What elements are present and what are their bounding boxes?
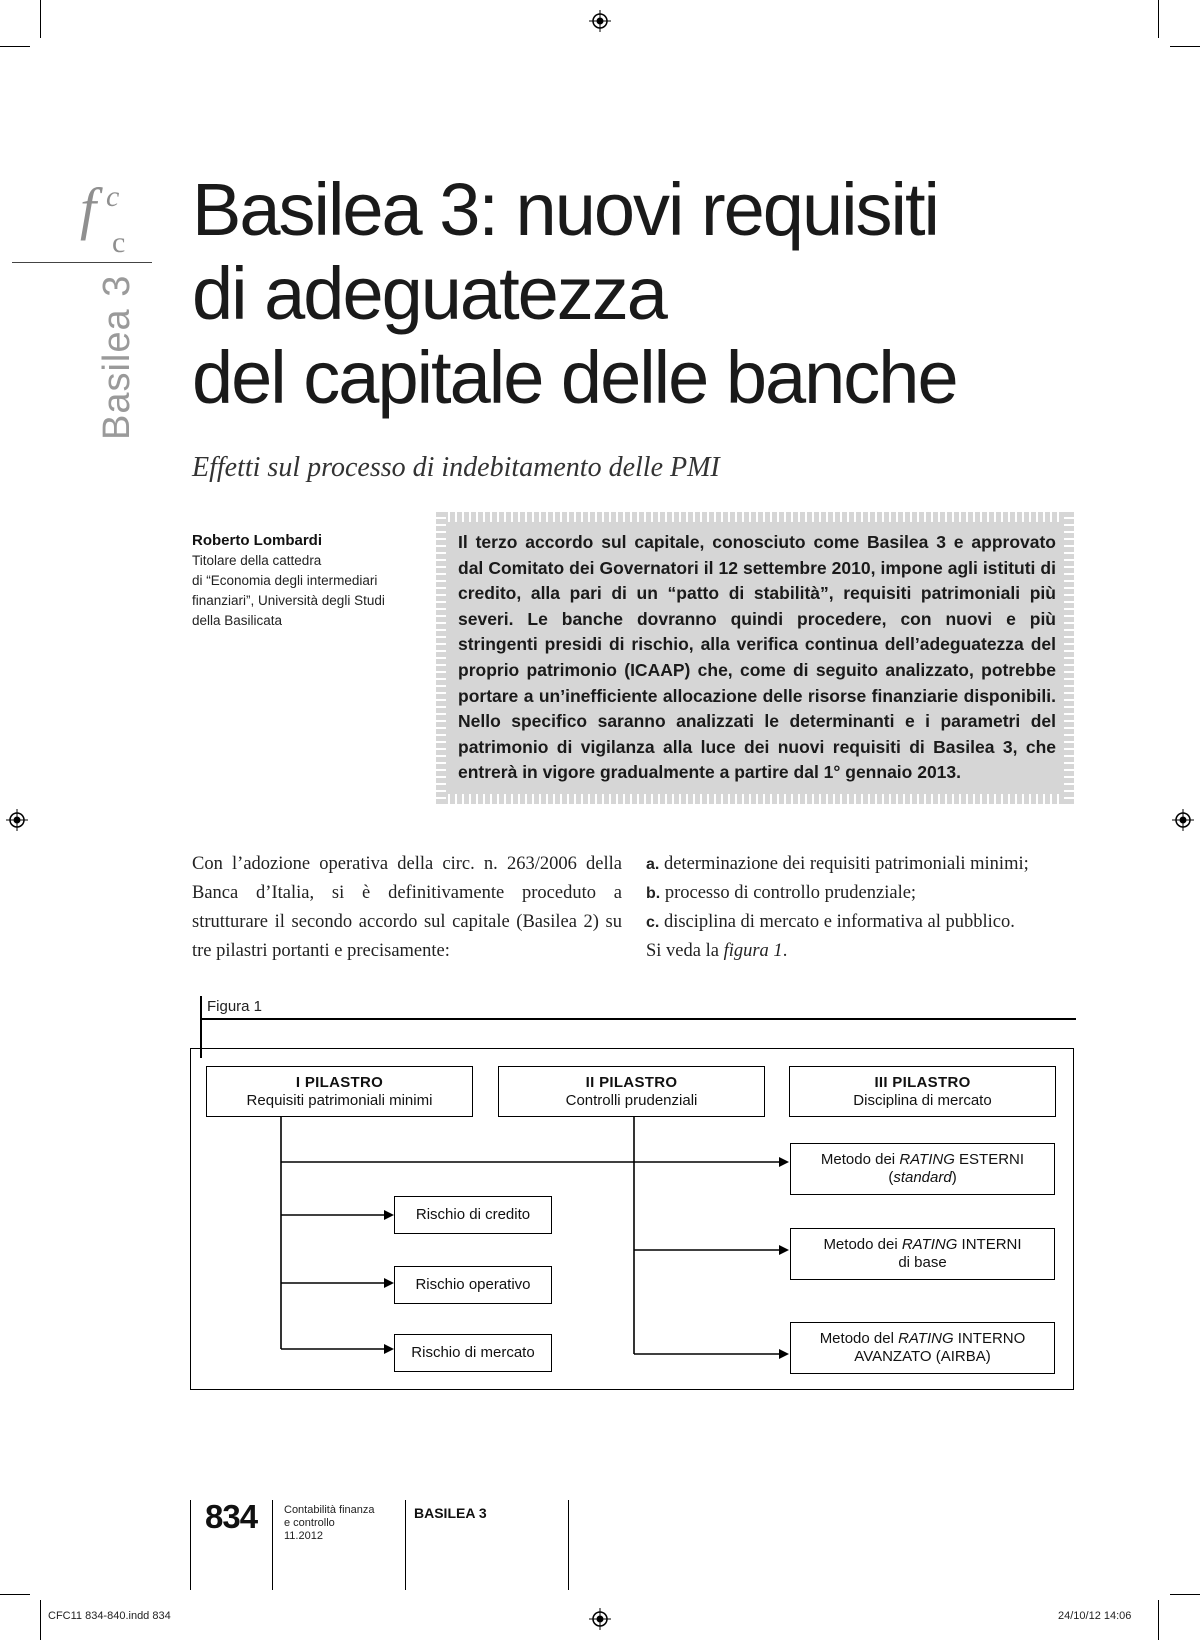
risk-label: Rischio di credito: [415, 1206, 531, 1223]
footer-divider: [568, 1500, 569, 1590]
method-text: Metodo dei: [823, 1236, 902, 1253]
author-role: [192, 551, 422, 631]
author-role-line: Titolare della cattedra: [192, 553, 322, 568]
pillar-box-3: [789, 1066, 1056, 1117]
registration-mark-icon: [6, 809, 28, 831]
pillar-box-1: [206, 1066, 473, 1117]
list-item: [646, 908, 1086, 937]
list-letter: a.: [646, 856, 660, 873]
registration-mark-icon: [1172, 809, 1194, 831]
method-line: [791, 1330, 1054, 1348]
title-line: Basilea 3: nuovi requisiti: [192, 168, 938, 251]
pillar-subtitle: Requisiti patrimoniali minimi: [246, 1091, 433, 1109]
list-item: [646, 879, 1086, 908]
figure-label: Figura 1: [207, 998, 263, 1015]
method-box-rating-esterni: [790, 1143, 1055, 1195]
footer-divider: [405, 1500, 406, 1590]
figure-link: figura 1: [723, 941, 783, 961]
abstract-border: [1064, 512, 1074, 804]
risk-box-mercato: [394, 1334, 552, 1372]
method-text: (: [888, 1169, 894, 1186]
pillar-title: I PILASTRO: [295, 1073, 384, 1091]
abstract-box: [436, 512, 1074, 804]
method-text: ): [951, 1169, 957, 1186]
method-box-rating-avanzato: [790, 1322, 1055, 1374]
list-letter: b.: [646, 885, 661, 902]
magazine-logo: [78, 160, 158, 260]
pillar-subtitle: Disciplina di mercato: [853, 1091, 992, 1109]
method-emphasis: RATING: [901, 1236, 958, 1253]
list-item: [646, 850, 1086, 879]
method-line: AVANZATO (AIRBA): [854, 1348, 991, 1365]
registration-mark-icon: [589, 1608, 611, 1630]
svg-text:c: c: [106, 180, 120, 213]
method-box-rating-interni: [790, 1228, 1055, 1280]
risk-label: Rischio di mercato: [411, 1344, 535, 1361]
footer-divider: [190, 1500, 191, 1590]
pillar-subtitle: Controlli prudenziali: [565, 1091, 698, 1109]
author-block: [192, 532, 422, 631]
crop-mark: [1158, 0, 1159, 38]
crop-mark: [1170, 46, 1200, 47]
method-emphasis: RATING: [899, 1151, 955, 1168]
footer-divider: [272, 1500, 273, 1590]
risk-box-operativo: [394, 1266, 552, 1304]
risk-label: Rischio operativo: [415, 1276, 531, 1293]
list-letter: c.: [646, 914, 660, 931]
abstract-border: [436, 512, 1074, 522]
abstract-border: [436, 794, 1074, 804]
list-text: determinazione dei requisiti patrimoniali minimi;: [659, 854, 1029, 874]
method-text: Metodo del: [819, 1330, 899, 1347]
pillar-title: III PILASTRO: [874, 1073, 971, 1091]
method-line: [791, 1236, 1054, 1254]
pillar-box-2: [498, 1066, 765, 1117]
print-slug: CFC11 834-840.indd 834: [48, 1610, 171, 1622]
method-text: INTERNO: [953, 1330, 1026, 1347]
method-text: INTERNI: [957, 1236, 1022, 1253]
section-vertical-label: Basilea 3: [96, 274, 138, 440]
footer-section-name: BASILEA 3: [414, 1505, 487, 1521]
crop-mark: [0, 46, 30, 47]
page-number: 834: [205, 1498, 258, 1535]
abstract-border: [436, 512, 446, 804]
risk-box-credito: [394, 1196, 552, 1234]
article-subtitle: Effetti sul processo di indebitamento delle PMI: [192, 452, 720, 483]
logo-divider: [12, 262, 152, 263]
pillar-list: [646, 850, 1086, 966]
print-timestamp: 24/10/12 14:06: [1058, 1610, 1132, 1622]
title-line: del capitale delle banche: [192, 336, 957, 419]
method-text: ESTERNI: [954, 1151, 1025, 1168]
method-line: di base: [898, 1254, 947, 1271]
crop-mark: [40, 0, 41, 38]
pillar-title: II PILASTRO: [585, 1073, 678, 1091]
figure-reference: [646, 937, 1086, 966]
magazine-line: e controllo: [284, 1517, 335, 1529]
method-emphasis: standard: [893, 1169, 952, 1186]
crop-mark: [0, 1594, 30, 1595]
figure-rule: [200, 1018, 1076, 1020]
author-name: Roberto Lombardi: [192, 532, 322, 549]
magazine-info: [284, 1504, 375, 1543]
body-paragraph: Con l’adozione operativa della circ. n. 263/2006 della Banca d’Italia, si è definitivamente proceduto a strutturare il secondo accordo sul capitale (Basilea 2) su tre pilastri portanti e precisamente:: [192, 854, 622, 961]
method-line: [791, 1169, 1054, 1187]
author-role-line: finanziari”, Università degli Studi: [192, 593, 385, 608]
see-suffix: .: [782, 941, 788, 961]
see-prefix: Si veda la: [646, 941, 724, 961]
author-role-line: di “Economia degli intermediari: [192, 573, 378, 588]
crop-mark: [40, 1600, 41, 1640]
crop-mark: [1158, 1600, 1159, 1640]
registration-mark-icon: [589, 10, 611, 32]
svg-text:c: c: [112, 226, 126, 259]
list-text: processo di controllo prudenziale;: [660, 883, 917, 903]
title-line: di adeguatezza: [192, 252, 666, 335]
author-role-line: della Basilicata: [192, 613, 283, 628]
method-emphasis: RATING: [898, 1330, 954, 1347]
method-line: [791, 1151, 1054, 1169]
method-text: Metodo dei: [820, 1151, 900, 1168]
magazine-line: 11.2012: [284, 1530, 323, 1542]
crop-mark: [1170, 1594, 1200, 1595]
svg-text:f: f: [80, 176, 97, 241]
abstract-text: Il terzo accordo sul capitale, conosciuto come Basilea 3 e approvato dal Comitato dei Governatori il 12 settembre 2010, impone agli istituti di credito, alla pari di un “patto di stabilità”, requisiti patrimoniali più severi. Le banche dovranno quindi procedere, con nuovi e più stringenti presidi di rischio, alla verifica continua dell’adeguatezza del proprio patrimonio (ICAAP) che, come di seguito analizzato, potrebbe portare a un’inefficiente allocazione delle risorse finanziarie disponibili. Nello specifico saranno analizzati le determinanti e i parametri del patrimonio di vigilanza alla luce dei nuovi requisiti di Basilea 3, che entrerà in vigore gradualmente a partire dal 1° gennaio 2013.: [458, 532, 1056, 783]
list-text: disciplina di mercato e informativa al pubblico.: [659, 912, 1015, 932]
magazine-line: Contabilità finanza: [284, 1504, 375, 1516]
article-title: [192, 168, 1092, 420]
